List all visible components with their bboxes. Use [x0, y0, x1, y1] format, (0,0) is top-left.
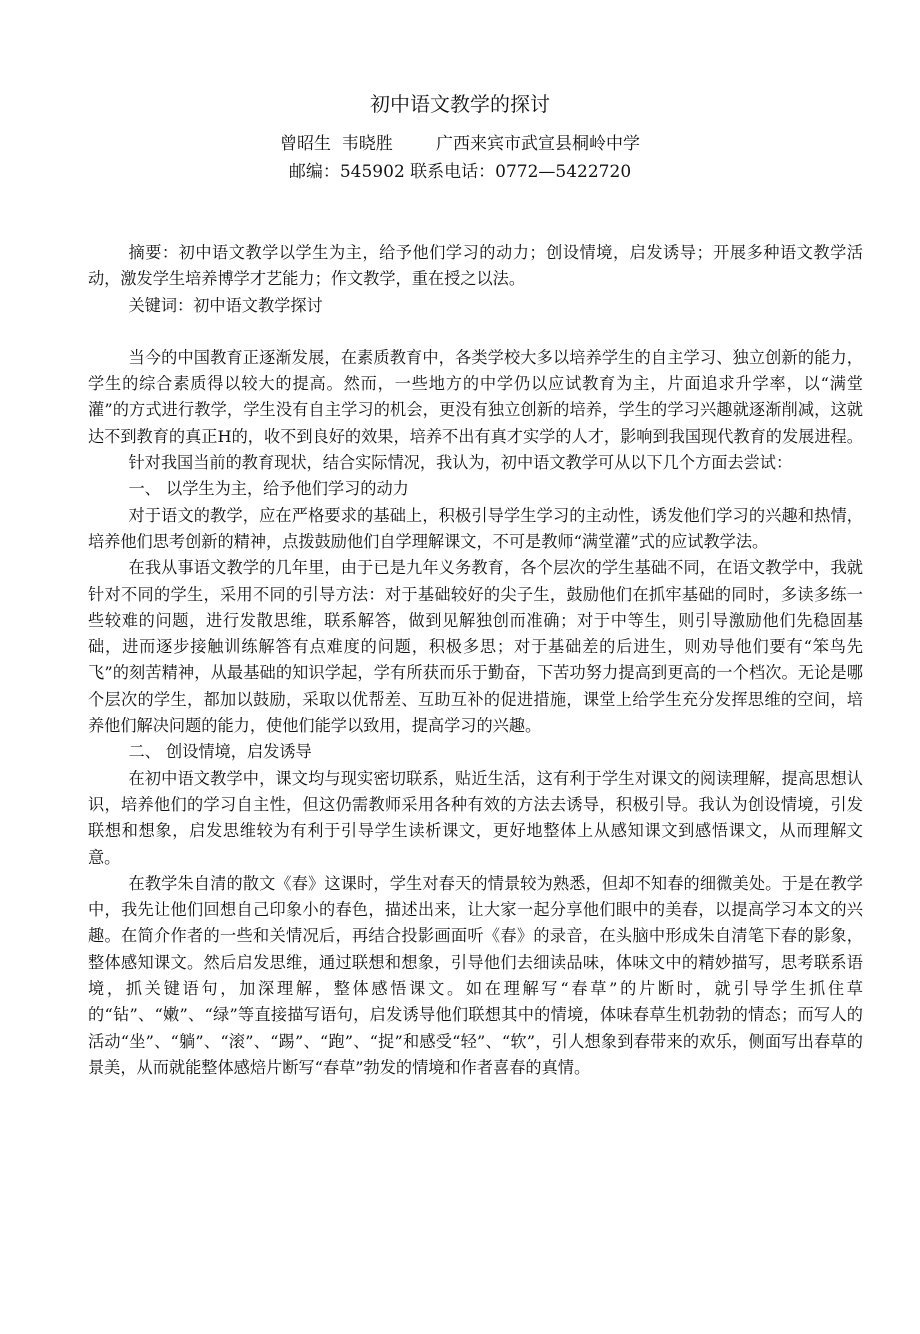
body-text	[88, 240, 863, 1081]
author-line: 曾昭生 韦晓胜 广西来宾市武宣县桐岭中学	[279, 134, 641, 154]
paragraph-section2-b: 在教学朱自清的散文《春》这课时，学生对春天的情景较为熟悉，但却不知春的细微美处。于是在教学中，我先让他们回想自己印象小的春色，描述出来，让大家一起分享他们眼中的美春，以提高学习本文的兴趣。在简介作者的一些和关情况后，再结合投影画面听《春》的录音，在头脑中形成朱自清笔下春的影象，整体感知课文。然后启发思维，通过联想和想象，引导他们去细读品味，体味文中的精妙描写，思考联系语境，抓关键语句，加深理解，整体感悟课文。如在理解写“春草”的片断时，就引导学生抓住草的“钻”、“嫩”、“绿”等直接描写语句，启发诱导他们联想其中的情境，体味春草生机勃勃的情态；而写人的活动“坐”、“躺”、“滚”、“踢”、“跑”、“捉”和感受“轻”、“软”，引人想象到春带来的欢乐，侧面写出春草的景美，从而就能整体感焙片断写“春草”勃发的情境和作者喜春的真情。	[88, 873, 863, 1077]
keywords-line: 关键词：初中语文教学探讨	[128, 295, 323, 315]
spacer	[88, 319, 863, 345]
paragraph-approach: 针对我国当前的教育现状，结合实际情况，我认为，初中语文教学可从以下几个方面去尝试：	[128, 453, 793, 473]
paragraph-section1-a: 对于语文的教学，应在严格要求的基础上，积极引导学生学习的主动性，诱发他们学习的兴趣和热情，培养他们思考创新的精神，点拨鼓励他们自学理解课文，不可是教师“满堂灌”式的应试教学法。	[88, 505, 863, 551]
paragraph-section2-a: 在初中语文教学中，课文均与现实密切联系，贴近生活，这有利于学生对课文的阅读理解，提高思想认识，培养他们的学习自主性，但这仍需教师采用各种有效的方法去诱导，积极引导。我认为创设情境，引发联想和想象，启发思维较为有利于引导学生读析课文，更好地整体上从感知课文到感悟课文，从而理解文意。	[88, 768, 863, 867]
paper-title: 初中语文教学的探讨	[370, 92, 550, 116]
section-heading-1: 一、 以学生为主，给予他们学习的动力	[128, 479, 409, 499]
abstract-paragraph: 摘要：初中语文教学以学生为主，给予他们学习的动力；创设情境，启发诱导；开展多种语文教学活动，激发学生培养博学才艺能力；作文教学，重在授之以法。	[88, 243, 863, 289]
contact-line: 邮编：545902 联系电话：0772—5422720	[288, 162, 632, 182]
section-heading-2: 二、 创设情境，启发诱导	[128, 742, 312, 762]
paragraph-intro: 当今的中国教育正逐渐发展，在素质教育中，各类学校大多以培养学生的自主学习、独立创新的能力，学生的综合素质得以较大的提高。然而，一些地方的中学仍以应试教育为主，片面追求升学率，以“满堂灌”的方式进行教学，学生没有自主学习的机会，更没有独立创新的培养，学生的学习兴趣就逐渐削减，这就达不到教育的真正H的，收不到良好的效果，培养不出有真才实学的人才，影响到我国现代教育的发展进程。	[88, 347, 863, 446]
paragraph-section1-b: 在我从事语文教学的几年里，由于已是九年义务教育，各个层次的学生基础不同，在语文教学中，我就针对不同的学生，采用不同的引导方法：对于基础较好的尖子生，鼓励他们在抓牢基础的同时，多读多练一些较难的问题，进行发散思维，联系解答，做到见解独创而准确；对于中等生，则引导激励他们先稳固基础，进而逐步接触训练解答有点难度的问题，积极多思；对于基础差的后进生，则劝导他们要有“笨鸟先飞”的刻苦精神，从最基础的知识学起，学有所获而乐于勤奋，下苦功努力提高到更高的一个档次。无论是哪个层次的学生，都加以鼓励，采取以优帮差、互助互补的促进措施，课堂上给学生充分发挥思维的空间，培养他们解决问题的能力，使他们能学以致用，提高学习的兴趣。	[88, 558, 863, 736]
